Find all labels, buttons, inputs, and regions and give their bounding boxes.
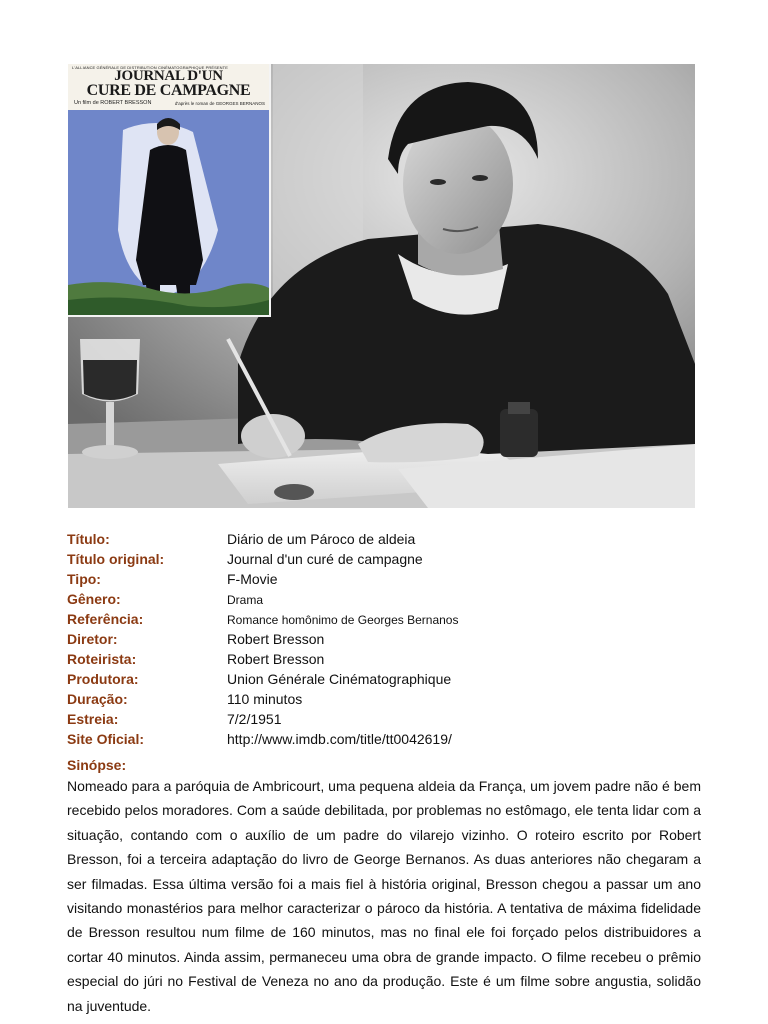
info-value: Robert Bresson — [227, 631, 325, 647]
official-site-link[interactable]: http://www.imdb.com/title/tt0042619/ — [227, 731, 452, 747]
movie-info-table — [67, 530, 707, 750]
info-value: Journal d'un curé de campagne — [227, 551, 423, 567]
info-label: Produtora: — [67, 671, 139, 687]
synopsis-label: Sinópse: — [67, 757, 127, 773]
info-row-titulo-original — [67, 550, 707, 570]
info-label: Tipo: — [67, 571, 101, 587]
poster-director-credit: Un film de ROBERT BRESSON — [74, 100, 152, 106]
poster-artwork — [68, 110, 269, 315]
info-value: Romance homônimo de Georges Bernanos — [227, 613, 459, 627]
info-value: 110 minutos — [227, 691, 303, 707]
info-label: Diretor: — [67, 631, 118, 647]
info-row-diretor — [67, 630, 707, 650]
info-label: Referência: — [67, 611, 144, 627]
info-value: 7/2/1951 — [227, 711, 282, 727]
info-row-referencia — [67, 610, 707, 630]
info-label: Site Oficial: — [67, 731, 145, 747]
info-row-site-oficial — [67, 730, 707, 750]
info-value: Diário de um Pároco de aldeia — [227, 531, 416, 547]
info-row-estreia — [67, 710, 707, 730]
info-row-produtora — [67, 670, 707, 690]
info-row-tipo — [67, 570, 707, 590]
poster-author-credit: d'après le roman de GEORGES BERNANOS — [174, 101, 265, 106]
info-row-genero — [67, 590, 707, 610]
info-label: Título: — [67, 531, 110, 547]
info-label: Duração: — [67, 691, 128, 707]
poster-header — [68, 64, 269, 110]
poster-studio-text: L'ALLIANCE GÉNÉRALE DE DISTRIBUTION CINÉMATOGRAPHIQUE PRÉSENTE — [72, 65, 228, 70]
info-value: Robert Bresson — [227, 651, 325, 667]
info-label: Estreia: — [67, 711, 119, 727]
synopsis-text: Nomeado para a paróquia de Ambricourt, uma pequena aldeia da França, um jovem padre não é bem recebido pelos moradores. Com a saúde debilitada, por problemas no estômago, ele tenta lidar com a situação, contando com o auxílio de um padre do vilarejo vizinho. O roteiro escrito por Robert Bresson, foi a terceira adaptação do livro de George Bernanos. As duas anteriores não chegaram a ser filmadas. Essa última versão foi a mais fiel à história original, Bresson chegou a passar um ano visitando monastérios para melhor caracterizar o pároco da história. A tentativa de máxima fidelidade de Bresson resultou num filme de 160 minutos, mas no final ele foi forçado pelos distribuidores a cortar 40 minutos. Ainda assim, permaneceu uma obra de grande impacto. O filme recebeu o prêmio especial do júri no Festival de Veneza no ano da produção. Este é um filme sobre angustia, solidão na juventude. — [67, 778, 701, 1014]
info-row-duracao — [67, 690, 707, 710]
info-row-titulo — [67, 530, 707, 550]
movie-poster — [68, 64, 271, 317]
info-row-roteirista — [67, 650, 707, 670]
info-value: F-Movie — [227, 571, 278, 587]
info-label: Título original: — [67, 551, 165, 567]
info-label: Gênero: — [67, 591, 121, 607]
info-label: Roteirista: — [67, 651, 137, 667]
info-value: Union Générale Cinématographique — [227, 671, 452, 687]
poster-title-line2: CURE DE CAMPAGNE — [86, 82, 251, 99]
info-value: Drama — [227, 593, 264, 607]
poster-title-line1: JOURNAL D'UN — [114, 68, 223, 84]
